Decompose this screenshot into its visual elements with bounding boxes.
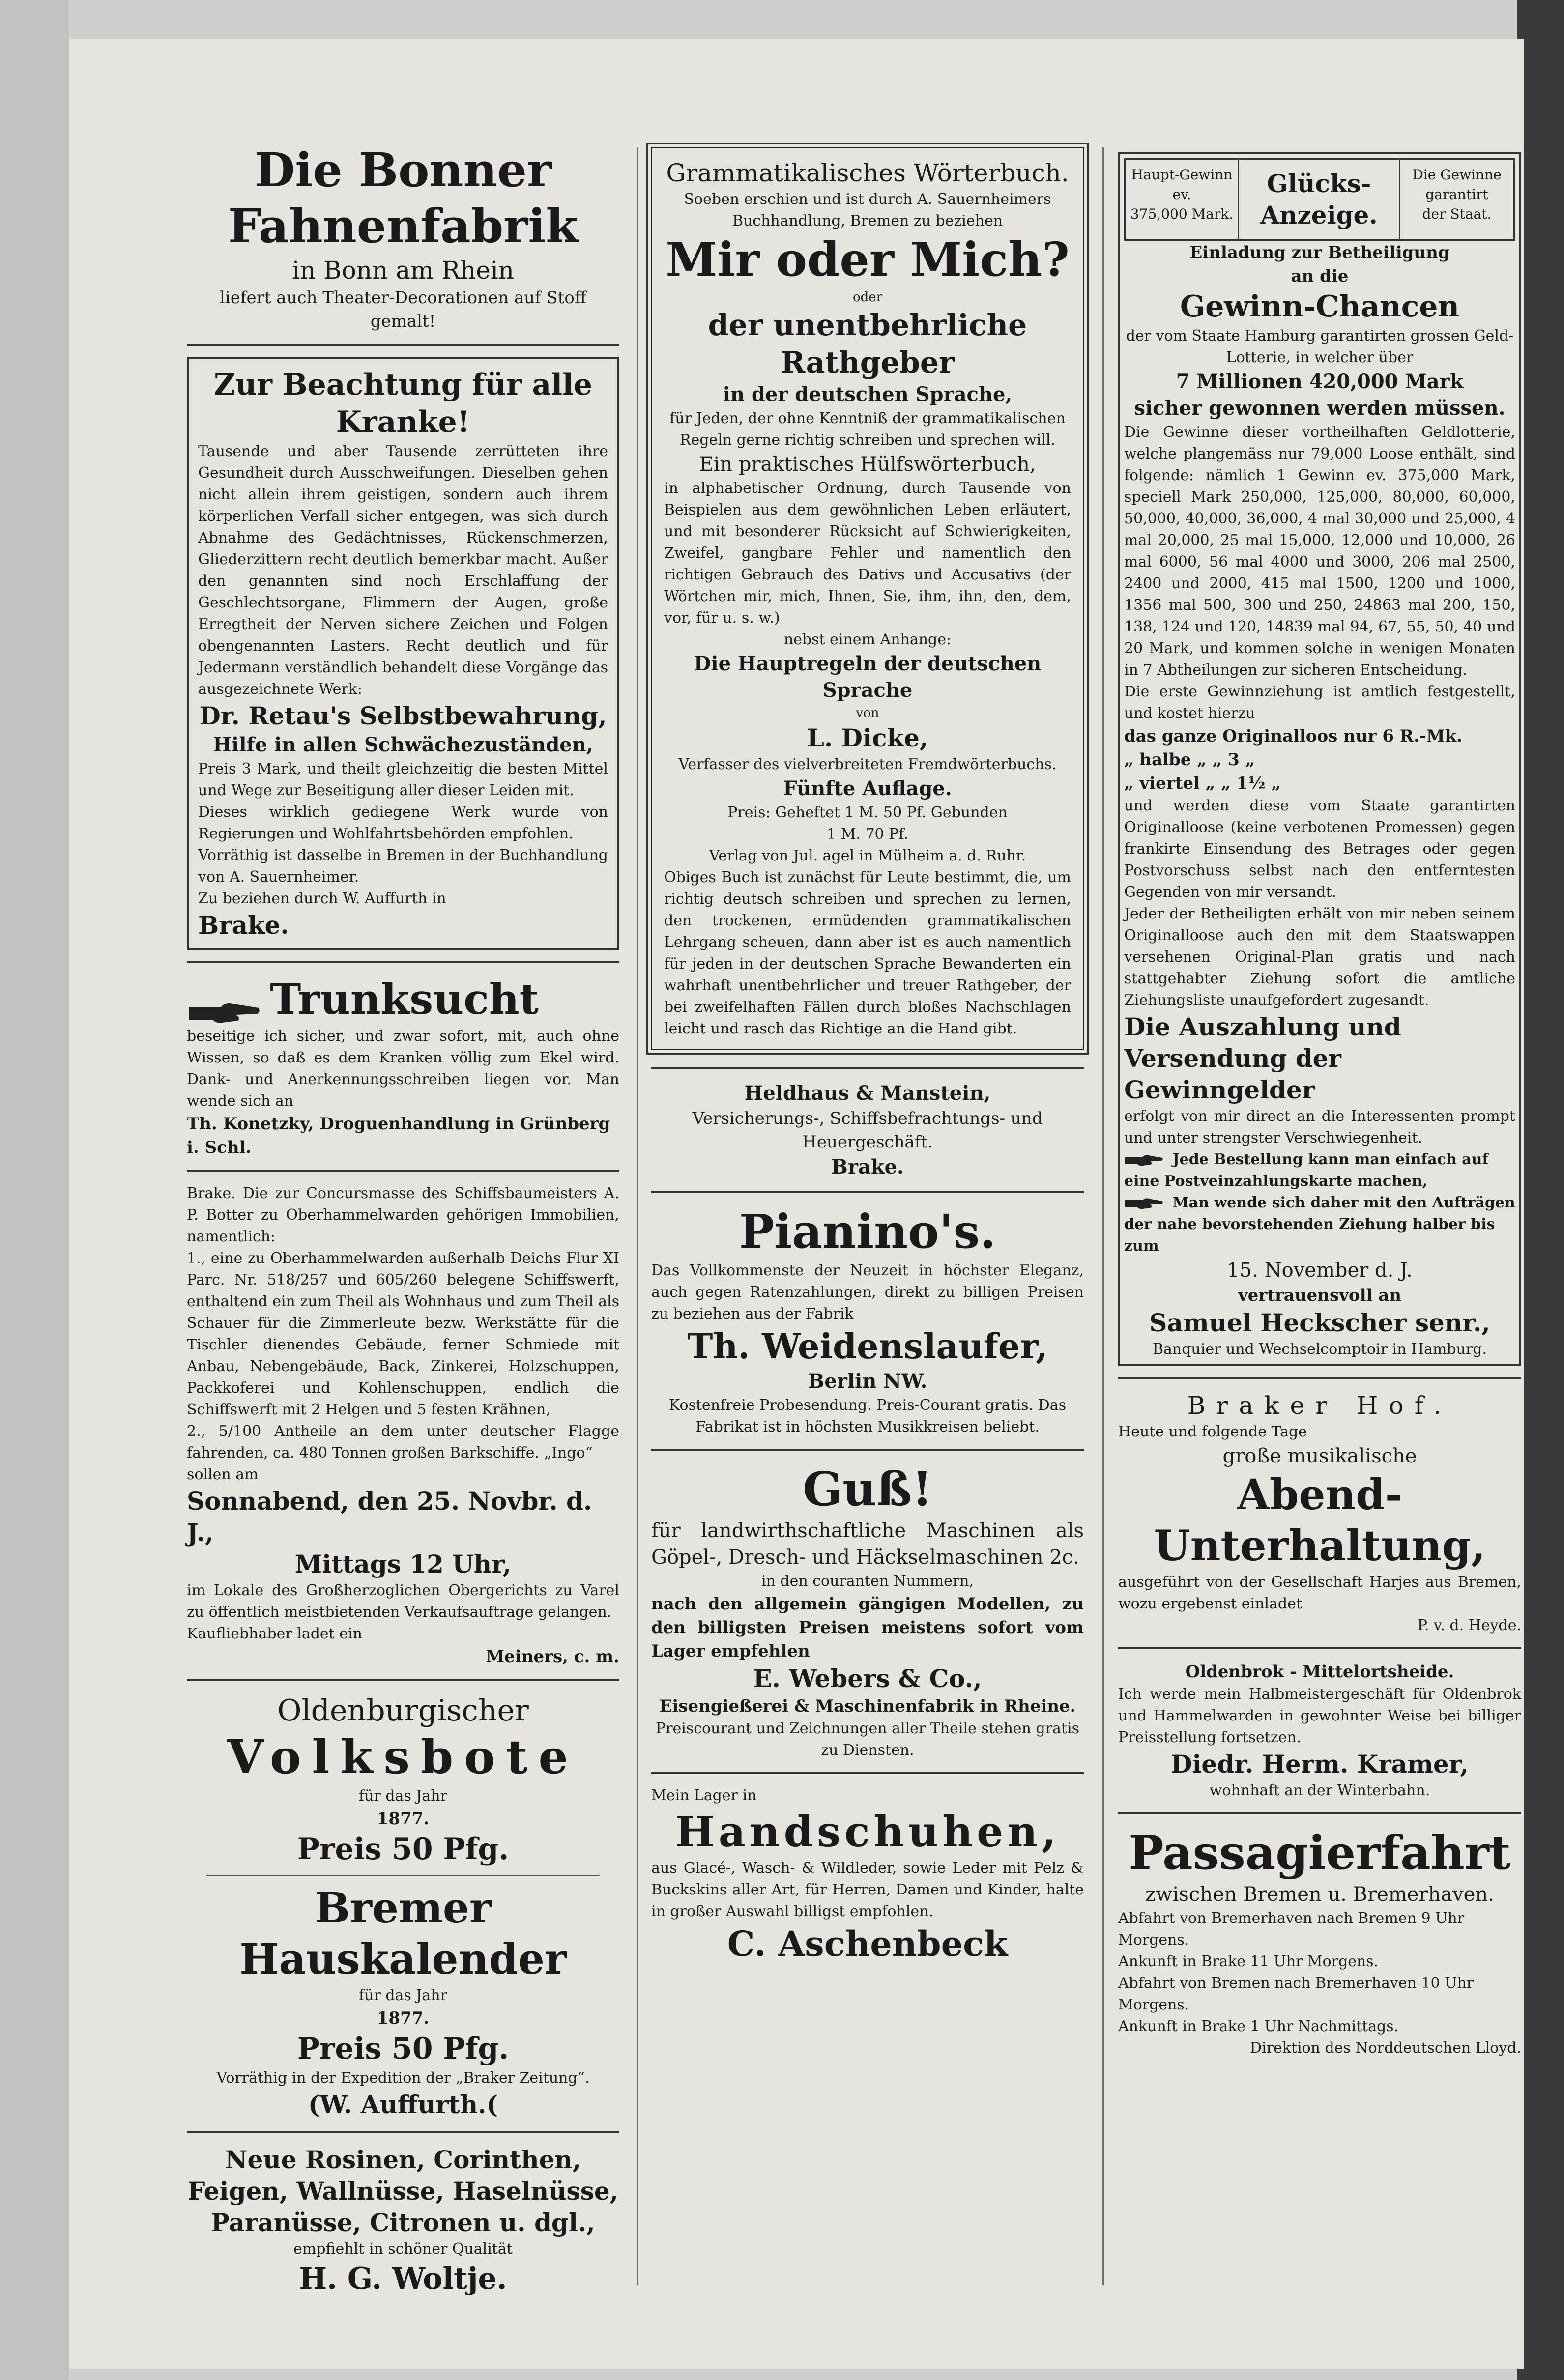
divider xyxy=(651,1191,1084,1193)
divider xyxy=(206,1875,600,1876)
ad-line: Preis: Geheftet 1 M. 50 Pf. Gebunden xyxy=(727,804,1008,821)
notice-item: 2., 5/100 Antheile an dem unter deutscher Flagge fahrenden, ca. 480 Tonnen großen Barkschiffe. „Ingo“ xyxy=(187,1422,619,1462)
ad-line: Die Hauptregeln der deutschen xyxy=(694,652,1042,675)
divider xyxy=(187,1679,619,1681)
ad-text: für Jeden, der ohne Kenntniß der grammatikalischen Regeln gerne richtig schreiben und sprechen will. xyxy=(669,410,1066,449)
ad-text: Obiges Buch ist zunächst für Leute bestimmt, die, um richtig deutsch schreiben und sprechen zu lernen, den trockenen, ermüdenden grammatikalischen Lehrgang scheuen, dann aber ist es auch namentlich für jeden in der deutschen Sprache Bewanderten ein wahrhaft unentbehrlicher und treuer Rathgeber, der bei zweifelhaften Fällen durch bloßes Nachschlagen leicht und rasch das Richtige an die Hand gibt. xyxy=(664,869,1071,1037)
ad-title: Trunksucht xyxy=(270,975,539,1024)
header-left-line: ev. xyxy=(1172,186,1191,202)
ad-line: wohnhaft an der Winterbahn. xyxy=(1209,1782,1430,1799)
ad-text: der vom Staate Hamburg garantirten grossen Geld-Lotterie, in welcher über xyxy=(1126,327,1514,366)
ad-text: Dieses wirklich gediegene Werk wurde von Regierungen und Wohlfahrtsbehörden empfohlen. xyxy=(198,803,608,842)
ad-line: Feigen, Wallnüsse, Haselnüsse, xyxy=(187,2176,619,2206)
ad-volksbote xyxy=(187,1692,619,1868)
ad-name: Samuel Heckscher senr., xyxy=(1149,1308,1490,1337)
column-3 xyxy=(1118,108,1521,2059)
divider xyxy=(651,1449,1084,1451)
ad-line: für das Jahr xyxy=(359,1986,447,2004)
divider xyxy=(651,1772,1084,1774)
divider xyxy=(187,961,619,963)
ad-braker-hof xyxy=(1118,1390,1521,1636)
ad-title: Braker Hof. xyxy=(1187,1391,1452,1420)
column-1 xyxy=(187,108,619,2297)
order-text: Jede Bestellung kann man einfach auf eine Postveinzahlungskarte machen, xyxy=(1124,1151,1489,1190)
pointing-hand-icon xyxy=(187,998,261,1026)
ad-line: in der deutschen Sprache, xyxy=(723,383,1013,406)
notice-date: Sonnabend, den 25. Novbr. d. J., xyxy=(187,1486,592,1547)
ad-line: nebst einem Anhange: xyxy=(783,631,952,648)
ad-line: 7 Millionen 420,000 Mark xyxy=(1176,370,1464,393)
header-left xyxy=(1126,160,1239,239)
ad-line: Eisengießerei & Maschinenfabrik in Rheine. xyxy=(659,1696,1076,1716)
ad-line: liefert auch Theater-Decorationen auf Stoff gemalt! xyxy=(220,288,586,331)
ad-line: zwischen Bremen u. Bremerhaven. xyxy=(1145,1883,1494,1906)
ad-line: empfiehlt in schöner Qualität xyxy=(293,2240,513,2258)
ad-name: E. Webers & Co., xyxy=(753,1664,982,1693)
column-rule xyxy=(637,147,638,2285)
ad-line: Mein Lager in xyxy=(651,1787,757,1804)
divider xyxy=(187,1170,619,1172)
ad-title: Grammatikalisches Wörterbuch. xyxy=(666,159,1069,187)
column-2 xyxy=(651,108,1084,1966)
ad-text: aus Glacé-, Wasch- & Wildleder, sowie Leder mit Pelz & Buckskins aller Art, für Herren, Damen und Kinder, halte in großer Auswahl billigst empfohlen. xyxy=(651,1860,1084,1920)
price-line: „ viertel „ „ 1½ „ xyxy=(1124,774,1281,793)
ad-text: für landwirthschaftliche Maschinen als Göpel-, Dresch- und Häckselmaschinen 2c. xyxy=(651,1520,1084,1569)
header-right-line: Die Gewinne xyxy=(1412,167,1502,183)
ad-text: Die erste Gewinnziehung ist amtlich festgestellt, und kostet hierzu xyxy=(1124,683,1515,722)
header-title: Anzeige. xyxy=(1260,201,1378,229)
ad-title: Bremer Hauskalender xyxy=(239,1883,567,1984)
scan-dark-edge xyxy=(1517,0,1564,2380)
ad-title: Heldhaus & Manstein, xyxy=(744,1082,991,1105)
notice-brake-auction xyxy=(187,1183,619,1668)
notice-text: Kaufliebhaber ladet ein xyxy=(187,1625,362,1642)
ad-line: Sprache xyxy=(822,679,913,702)
ad-title: Volksbote xyxy=(227,1729,579,1784)
ad-place: Brake. xyxy=(198,911,289,940)
ad-kranke xyxy=(187,357,619,950)
ad-name: Th. Weidenslaufer, xyxy=(687,1326,1048,1367)
notice-sign: Meiners, c. m. xyxy=(486,1646,619,1666)
ad-line: Einladung zur Betheiligung xyxy=(1189,243,1450,262)
ad-text: beseitige ich sicher, und zwar sofort, mit, auch ohne Wissen, so daß es dem Kranken völlig zum Ekel wird. Dank- und Anerkennungsschreiben liegen vor. Man wende sich an xyxy=(187,1027,619,1110)
ad-pianinos xyxy=(651,1204,1084,1438)
schedule-line: Abfahrt von Bremerhaven nach Bremen 9 Uhr Morgens. xyxy=(1118,1910,1465,1949)
header-left-line: 375,000 Mark. xyxy=(1130,206,1234,222)
ad-text: in alphabetischer Ordnung, durch Tausende von Beispielen aus dem gewöhnlichen Leben erläutert, und mit besonderer Rücksicht auf Schwierigkeiten, Zweifel, gangbare Fehler und namentlich den richtigen Gebrauch des Dativs und Accusativs (der Wörtchen mir, mich, Ihnen, Sie, ihm, ihn, den, dem, vor, für u. s. w.) xyxy=(664,480,1071,627)
ad-line: Banquier und Wechselcomptoir in Hamburg. xyxy=(1152,1341,1487,1358)
divider xyxy=(1118,1812,1521,1814)
book-title: Dr. Retau's Selbstbewahrung, xyxy=(199,701,607,730)
ad-heading: Abend-Unterhaltung, xyxy=(1154,1470,1486,1571)
ad-text: Preiscourant und Zeichnungen aller Theile stehen gratis zu Diensten. xyxy=(656,1720,1079,1759)
ad-line: in den couranten Nummern, xyxy=(761,1573,974,1590)
ad-text: ausgeführt von der Gesellschaft Harjes aus Bremen, wozu ergebenst einladet xyxy=(1118,1574,1521,1612)
ad-line: große musikalische xyxy=(1222,1445,1417,1467)
schedule-line: Abfahrt von Bremen nach Bremerhaven 10 Uhr Morgens. xyxy=(1118,1975,1474,2013)
ad-sender: Th. Konetzky, Droguenhandlung in Grünberg i. Schl. xyxy=(187,1114,610,1157)
ad-passagierfahrt xyxy=(1118,1825,1521,2059)
ad-handschuhe xyxy=(651,1785,1084,1966)
ad-title: Oldenbrok - Mittelortsheide. xyxy=(1185,1662,1454,1682)
ad-title: Gewinn-Chancen xyxy=(1180,289,1460,324)
column-rule xyxy=(1102,147,1104,2285)
ad-text: Tausende und aber Tausende zerrütteten ihre Gesundheit durch Ausschweifungen. Dieselben gehen nicht allein ihrem geistigen, sondern auch ihrem körperlichen Verfall sicher entgegen, was sich durch Abnahme des Gedächtnisses, Rückenschmerzen, Gliederzittern recht deutlich bemerkbar macht. Außer den genannten sind noch Erschlaffung der Geschlechtsorgane, Flimmern der Augen, große Erregtheit der Nerven sichere Zeichen und Folgen obengenannten Lasters. Recht deutlich und für Jedermann verständlich behandelt diese Vorgänge das ausgezeichnete Werk: xyxy=(198,443,608,698)
ad-text: Zu beziehen durch W. Auffurth in xyxy=(198,890,446,907)
price-line: „ halbe „ „ 3 „ xyxy=(1124,750,1255,770)
notice-text: im Lokale des Großherzoglichen Obergerichts zu Varel zu öffentlich meistbietenden Verkaufsauftrage gelangen. xyxy=(187,1581,619,1621)
ad-text: Jeder der Betheiligten erhält von mir neben seinem Originalloose auch den mit dem Staatswappen versehenen Original-Plan gratis und nach stattgehabter Ziehung sofort die amtliche Ziehungsliste unaufgefordert zugesandt. xyxy=(1124,905,1515,1009)
pointing-hand-icon xyxy=(1124,1153,1163,1168)
ad-line: an die xyxy=(1291,266,1349,286)
ad-bonner-fahnenfabrik xyxy=(187,143,619,333)
book-subtitle: Hilfe in allen Schwächezuständen, xyxy=(213,733,593,756)
notice-time: Mittags 12 Uhr, xyxy=(294,1549,512,1578)
ad-text: nach den allgemein gängigen Modellen, zu den billigsten Preisen meistens sofort vom Lager empfehlen xyxy=(651,1594,1084,1661)
header-right xyxy=(1400,160,1513,239)
ad-hauskalender xyxy=(187,1883,619,2121)
ad-line: 1877. xyxy=(377,1808,430,1829)
lottery-header xyxy=(1124,158,1515,241)
ad-place: Brake. xyxy=(831,1155,904,1178)
ad-text: Kostenfreie Probesendung. Preis-Courant gratis. Das Fabrikat ist in höchsten Musikkreisen beliebt. xyxy=(668,1397,1067,1435)
ad-woerterbuch xyxy=(651,147,1084,1050)
ad-line: Fünfte Auflage. xyxy=(783,777,952,800)
order-line xyxy=(1124,1192,1515,1257)
scan-margin xyxy=(0,0,69,2380)
ad-line: für das Jahr xyxy=(359,1787,447,1805)
ad-line: 1877. xyxy=(377,2008,430,2028)
ad-text: Das Vollkommenste der Neuzeit in höchster Eleganz, auch gegen Ratenzahlungen, direkt zu billigen Preisen zu beziehen aus der Fabrik xyxy=(651,1262,1084,1322)
ad-text: Ich werde mein Halbmeistergeschäft für Oldenbrok und Hammelwarden in gewohnter Weise bei billiger Preisstellung fortsetzen. xyxy=(1118,1686,1521,1746)
ad-line: Versicherungs-, Schiffsbefrachtungs- und Heuergeschäft. xyxy=(692,1109,1043,1152)
ad-line: 1 M. 70 Pf. xyxy=(827,826,908,843)
ad-sign: C. Aschenbeck xyxy=(727,1923,1008,1964)
ad-note: Vorräthig in der Expedition der „Braker Zeitung“. xyxy=(216,2069,590,2087)
ad-oldenbrok xyxy=(1118,1660,1521,1802)
schedule-line: Ankunft in Brake 1 Uhr Nachmittags. xyxy=(1118,2018,1399,2035)
notice-intro: Brake. Die zur Concursmasse des Schiffsbaumeisters A. P. Botter zu Oberhammelwarden gehörigen Immobilien, namentlich: xyxy=(187,1184,619,1245)
notice-text: sollen am xyxy=(187,1465,259,1483)
ad-line: Verlag von Jul. agel in Mülheim a. d. Ruhr. xyxy=(709,847,1026,864)
header-title: Glücks- xyxy=(1267,169,1371,198)
ad-text: Die Gewinne dieser vortheilhaften Geldlotterie, welche plangemäss nur 79,000 Loose enthält, sind folgende: nämlich 1 Gewinn ev. 375,000 Mark, speciell Mark 250,000, 125,000, 80,000, 60,000, 50,000, 40,000, 36,000, 4 mal 30,000 und 25,000, 4 mal 20,000, 25 mal 15,000, 12,000 und 10,000, 26 mal 6000, 56 mal 4000 und 3000, 206 mal 2500, 2400 und 2000, 415 mal 1500, 1200 und 1000, 1356 mal 500, 300 und 250, 24863 mal 200, 150, 138, 124 und 120, 14839 mal 94, 67, 55, 50, 40 und 20 Mark, und kommen solche in wenigen Monaten in 7 Abtheilungen zur sicheren Entscheidung. xyxy=(1124,424,1515,679)
order-line xyxy=(1124,1149,1515,1192)
ad-gluecks-anzeige xyxy=(1118,152,1521,1366)
ad-title: Die Bonner Fahnenfabrik xyxy=(228,143,579,254)
book-subtitle: der unentbehrliche Rathgeber xyxy=(708,308,1027,380)
ad-title: Zur Beachtung für alle Kranke! xyxy=(213,368,593,439)
ad-sign: H. G. Woltje. xyxy=(299,2261,507,2296)
ad-text: erfolgt von mir direct an die Interessenten prompt und unter strengster Verschwiegenheit. xyxy=(1124,1108,1515,1147)
ad-title: Guß! xyxy=(802,1462,933,1517)
ad-line: Paranüsse, Citronen u. dgl., xyxy=(211,2208,595,2237)
order-text: Man wende sich daher mit den Aufträgen der nahe bevorstehenden Ziehung halber bis zum xyxy=(1124,1194,1515,1255)
ad-text: Soeben erschien und ist durch A. Sauernheimers Buchhandlung, Bremen zu beziehen xyxy=(684,191,1051,229)
ad-title: Pianino's. xyxy=(739,1204,996,1259)
ad-sign: P. v. d. Heyde. xyxy=(1417,1617,1521,1634)
ad-title: Passagierfahrt xyxy=(1129,1826,1511,1880)
divider xyxy=(187,344,619,346)
ad-line: Heute und folgende Tage xyxy=(1118,1423,1307,1440)
author: L. Dicke, xyxy=(807,723,928,752)
divider xyxy=(1118,1377,1521,1379)
header-right-line: der Staat. xyxy=(1422,206,1492,222)
ad-sign: (W. Auffurth.( xyxy=(308,2090,498,2119)
divider xyxy=(1118,1647,1521,1649)
pointing-hand-icon xyxy=(1124,1196,1163,1211)
ad-text: und werden diese vom Staate garantirten Originalloose (keine verbotenen Promessen) gegen frankirte Einsendung des Betrages oder gegen Postvorschuss selbst nach den entferntesten Gegenden von mir versandt. xyxy=(1124,797,1515,901)
ad-name: Diedr. Herm. Kramer, xyxy=(1171,1749,1469,1778)
ad-line: vertrauensvoll an xyxy=(1238,1286,1401,1305)
ad-line: von xyxy=(856,706,879,720)
ad-line: sicher gewonnen werden müssen. xyxy=(1134,397,1506,420)
divider xyxy=(187,2131,619,2133)
header-middle xyxy=(1239,160,1400,239)
header-right-line: garantirt xyxy=(1425,186,1488,202)
ad-line: in Bonn am Rhein xyxy=(292,256,514,285)
ad-place: Berlin NW. xyxy=(808,1370,927,1393)
ad-title: Handschuhen, xyxy=(675,1807,1060,1857)
ad-heading: Die Auszahlung und Versendung der Gewinngelder xyxy=(1124,1012,1401,1104)
ad-price: Preis 50 Pfg. xyxy=(297,2031,509,2066)
ad-line: oder xyxy=(852,290,883,305)
ad-heldhaus xyxy=(651,1080,1084,1180)
ad-text: Vorräthig ist dasselbe in Bremen in der Buchhandlung von A. Sauernheimer. xyxy=(198,847,608,886)
ad-text: Preis 3 Mark, und theilt gleichzeitig die besten Mittel und Wege zur Beseitigung aller dieser Leiden mit. xyxy=(198,760,608,799)
ad-line: Neue Rosinen, Corinthen, xyxy=(225,2145,581,2174)
ad-line: Verfasser des vielverbreiteten Fremdwörterbuchs. xyxy=(678,756,1057,773)
notice-item: 1., eine zu Oberhammelwarden außerhalb Deichs Flur XI Parc. Nr. 518/257 und 605/260 belegene Schiffswerft, enthaltend ein zum Theil als Wohnhaus und zum Theil als Schauer für die Zimmerleute bezw. Werkstätte für die Tischler dienendes Gebäude, ferner Schmiede mit Anbau, Nebengebäude, Back, Zinkerei, Holzschuppen, Packkoferei und Kohlenschuppen, endlich die Schiffswerft mit 2 Helgen und 5 festen Krähnen, xyxy=(187,1249,619,1418)
ad-price: Preis 50 Pfg. xyxy=(297,1832,509,1866)
ad-line: Ein praktisches Hülfswörterbuch, xyxy=(699,453,1036,476)
ad-date: 15. November d. J. xyxy=(1227,1259,1413,1282)
schedule-line: Ankunft in Brake 11 Uhr Morgens. xyxy=(1118,1953,1379,1970)
ad-trunksucht xyxy=(187,974,619,1159)
header-left-line: Haupt-Gewinn xyxy=(1131,167,1233,183)
book-title: Mir oder Mich? xyxy=(666,232,1070,287)
ad-rosinen xyxy=(187,2144,619,2297)
price-line: das ganze Originalloos nur 6 R.-Mk. xyxy=(1124,726,1463,746)
ad-guss xyxy=(651,1462,1084,1761)
ad-line: Oldenburgischer xyxy=(277,1693,529,1728)
divider xyxy=(651,1067,1084,1069)
ad-sign: Direktion des Norddeutschen Lloyd. xyxy=(1250,2039,1521,2057)
